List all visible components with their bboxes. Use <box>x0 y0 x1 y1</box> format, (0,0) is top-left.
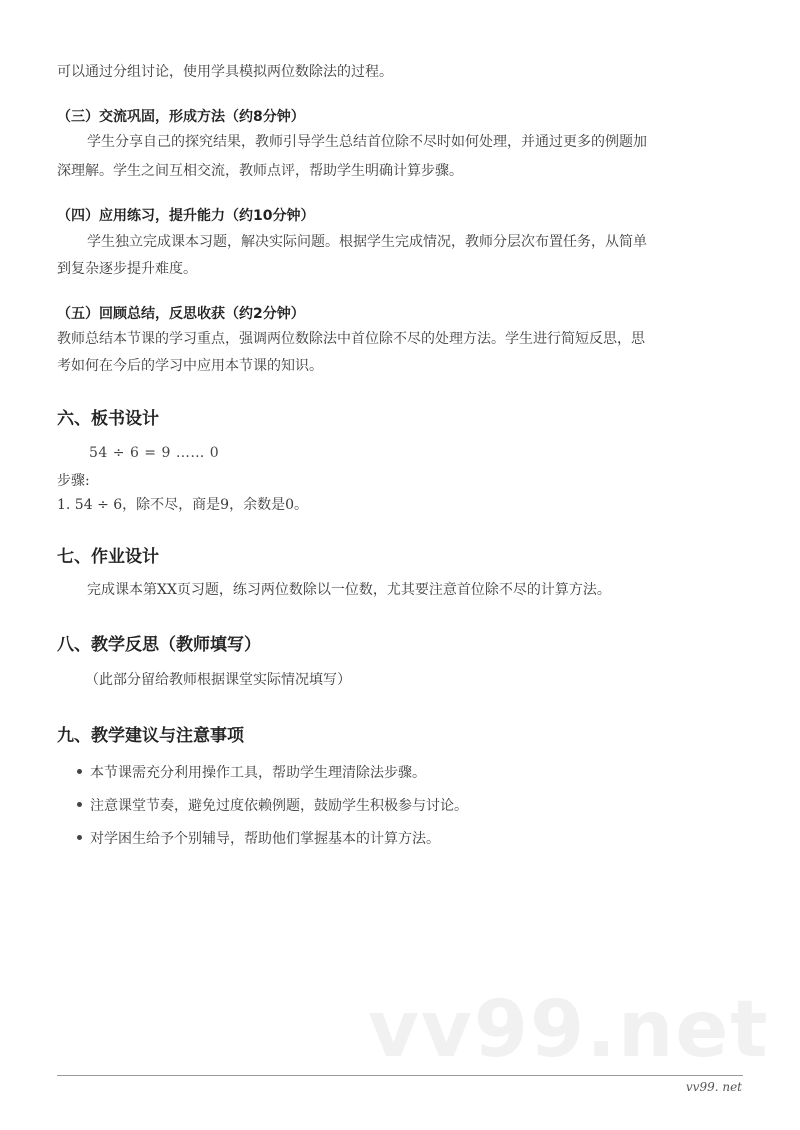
suggestion-item: 对学困生给予个别辅导，帮助他们掌握基本的计算方法。 <box>77 828 440 848</box>
step-4-heading: （四）应用练习，提升能力（约10分钟） <box>57 208 315 224</box>
suggestion-item: 本节课需充分利用操作工具，帮助学生理清除法步骤。 <box>77 762 426 782</box>
section-suggestions-title: 九、教学建议与注意事项 <box>57 726 244 746</box>
paragraph-continuation: 可以通过分组讨论，使用学具模拟两位数除法的过程。 <box>57 64 393 80</box>
step-5-line-2: 考如何在今后的学习中应用本节课的知识。 <box>57 358 323 374</box>
section-homework-title: 七、作业设计 <box>57 547 159 567</box>
footer-site-label: vv99. net <box>685 1080 742 1094</box>
step-3-heading: （三）交流巩固，形成方法（约8分钟） <box>57 109 305 125</box>
step-3-line-2: 深理解。学生之间互相交流，教师点评，帮助学生明确计算步骤。 <box>57 163 463 179</box>
bullet-icon <box>77 835 82 840</box>
bullet-icon <box>77 802 82 807</box>
step-3-line-1: 学生分享自己的探究结果，教师引导学生总结首位除不尽时如何处理，并通过更多的例题加 <box>87 134 647 150</box>
board-steps-label: 步骤: <box>57 473 90 489</box>
homework-text: 完成课本第XX页习题，练习两位数除以一位数，尤其要注意首位除不尽的计算方法。 <box>87 582 611 598</box>
section-reflection-title: 八、教学反思（教师填写） <box>57 635 261 655</box>
reflection-text: （此部分留给教师根据课堂实际情况填写） <box>85 672 351 688</box>
section-board-design-title: 六、板书设计 <box>57 409 159 429</box>
step-4-line-1: 学生独立完成课本习题，解决实际问题。根据学生完成情况，教师分层次布置任务，从简单 <box>87 234 647 250</box>
watermark: vv99.net <box>368 985 770 1075</box>
suggestion-item: 注意课堂节奏，避免过度依赖例题，鼓励学生积极参与讨论。 <box>77 795 468 815</box>
step-4-line-2: 到复杂逐步提升难度。 <box>57 261 197 277</box>
step-5-line-1: 教师总结本节课的学习重点，强调两位数除法中首位除不尽的处理方法。学生进行简短反思，思 <box>57 331 645 347</box>
board-step-1: 1. 54 ÷ 6，除不尽，商是9，余数是0。 <box>57 497 308 513</box>
board-formula: 54 ÷ 6 = 9 …… 0 <box>89 445 220 461</box>
footer-divider <box>57 1075 743 1076</box>
step-5-heading: （五）回顾总结，反思收获（约2分钟） <box>57 306 305 322</box>
bullet-icon <box>77 769 82 774</box>
